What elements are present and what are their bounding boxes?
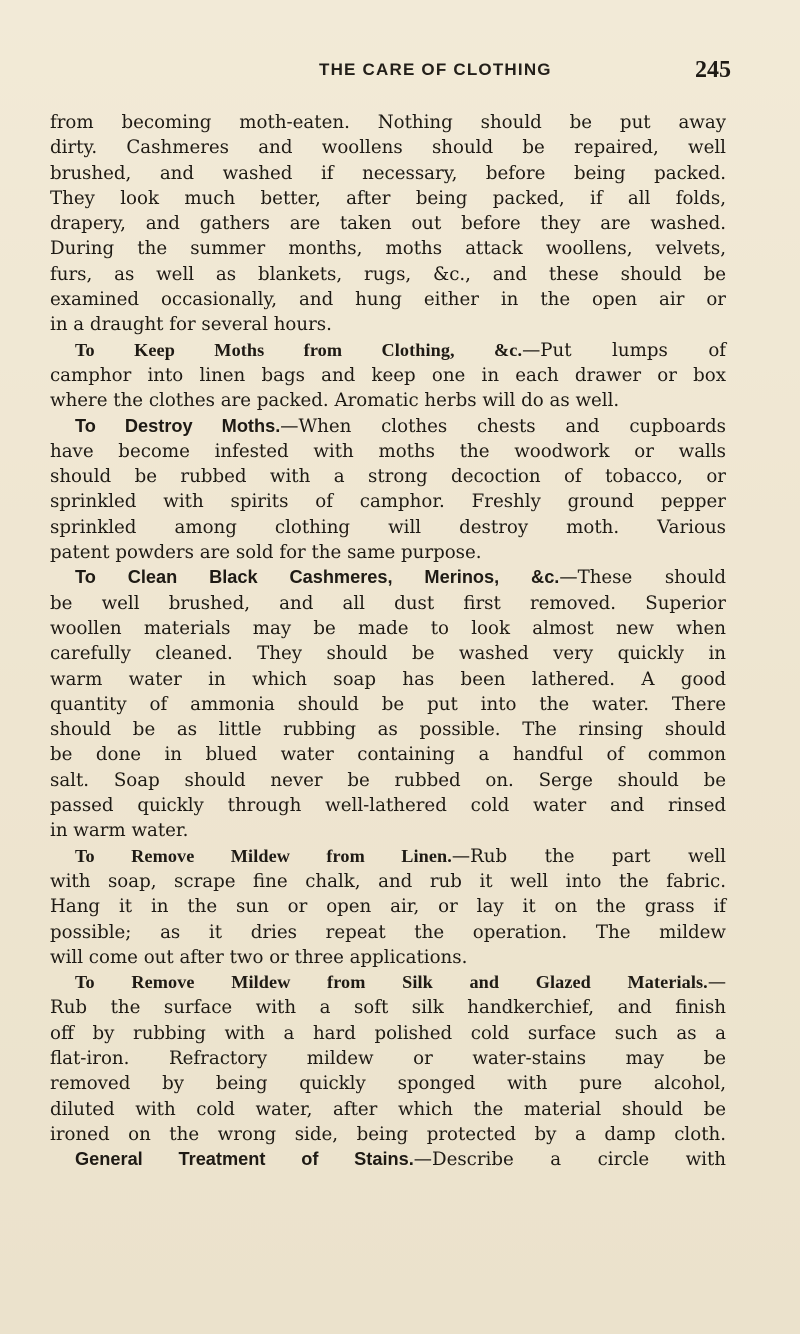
section-line (50, 844, 726, 869)
line-text: from becoming moth-eaten. Nothing should be put away (50, 112, 726, 133)
line-text: camphor into linen bags and keep one in each drawer or box (50, 364, 726, 386)
text-line (50, 439, 726, 464)
line-text: ironed on the wrong side, being protected by a damp cloth. (50, 1123, 726, 1145)
section-line (50, 565, 726, 590)
line-text: quantity of ammonia should be put into the water. There (50, 693, 726, 715)
body-text (50, 110, 726, 1172)
section-line (50, 338, 726, 363)
line-text: —Describe a circle with (413, 1149, 726, 1171)
line-text: furs, as well as blankets, rugs, &c., and these should be (50, 263, 726, 285)
text-line (50, 818, 726, 843)
line-text: dirty. Cashmeres and woollens should be repaired, well (50, 137, 726, 159)
line-text: should be as little rubbing as possible. The rinsing should (50, 719, 726, 741)
text-line (50, 667, 726, 692)
section-heading: To Keep Moths from Clothing, &c. (75, 339, 523, 360)
text-line (50, 464, 726, 489)
section-heading: To Clean Black Cashmeres, Merinos, &c. (75, 567, 560, 588)
line-text: diluted with cold water, after which the material should be (50, 1098, 726, 1120)
line-text: possible; as it dries repeat the operation. The mildew (50, 921, 726, 943)
line-text: examined occasionally, and hung either in the open air or (50, 289, 726, 311)
section-heading: To Remove Mildew from Silk and Glazed Materials. (75, 972, 708, 993)
line-text: —Rub the part well (451, 845, 726, 867)
running-head (0, 57, 800, 90)
text-line (50, 641, 726, 666)
running-title: THE CARE OF CLOTHING (319, 60, 552, 79)
text-line (50, 768, 726, 793)
text-line (50, 135, 726, 160)
line-text: be done in blued water containing a handful of common (50, 744, 726, 766)
text-line (50, 742, 726, 767)
text-line (50, 262, 726, 287)
line-text: Rub the surface with a soft silk handkerchief, and finish (50, 997, 726, 1019)
line-text: be well brushed, and all dust first removed. Superior (50, 592, 726, 614)
text-line (50, 1097, 726, 1122)
text-line (50, 388, 726, 413)
line-text: patent powders are sold for the same purpose. (50, 542, 482, 564)
section-line (50, 414, 726, 439)
line-text: brushed, and washed if necessary, before being packed. (50, 162, 726, 184)
line-text: passed quickly through well-lathered cold water and rinsed (50, 795, 726, 817)
line-text: where the clothes are packed. Aromatic herbs will do as well. (50, 390, 620, 412)
line-text: — (707, 972, 726, 994)
line-text: salt. Soap should never be rubbed on. Serge should be (50, 769, 726, 791)
line-text: They look much better, after being packed, if all folds, (50, 187, 726, 209)
text-line (50, 591, 726, 616)
page-number: 245 (695, 57, 731, 83)
line-text: warm water in which soap has been lathered. A good (50, 668, 726, 690)
text-line (50, 540, 726, 565)
line-text: carefully cleaned. They should be washed very quickly in (50, 643, 726, 665)
text-line (50, 1021, 726, 1046)
text-line (50, 489, 726, 514)
line-text: —When clothes chests and cupboards (280, 415, 726, 437)
line-text: in warm water. (50, 820, 189, 842)
text-line (50, 717, 726, 742)
text-line (50, 1071, 726, 1096)
section-line (50, 1147, 726, 1172)
text-line (50, 995, 726, 1020)
text-line (50, 211, 726, 236)
line-text: will come out after two or three applications. (50, 946, 468, 968)
line-text: Hang it in the sun or open air, or lay it on the grass if (50, 896, 726, 918)
text-line (50, 869, 726, 894)
text-line (50, 945, 726, 970)
text-line (50, 186, 726, 211)
text-line (50, 894, 726, 919)
line-text: flat-iron. Refractory mildew or water-stains may be (50, 1047, 726, 1069)
text-line (50, 1122, 726, 1147)
line-text: sprinkled with spirits of camphor. Freshly ground pepper (50, 491, 726, 513)
text-line (50, 692, 726, 717)
text-line (50, 1046, 726, 1071)
line-text: drapery, and gathers are taken out before they are washed. (50, 213, 726, 235)
line-text: During the summer months, moths attack woollens, velvets, (50, 238, 726, 260)
text-line (50, 312, 726, 337)
line-text: in a draught for several hours. (50, 314, 332, 336)
text-line (50, 616, 726, 641)
line-text: with soap, scrape fine chalk, and rub it well into the fabric. (50, 870, 726, 892)
text-line (50, 920, 726, 945)
line-text: woollen materials may be made to look almost new when (50, 617, 726, 639)
text-line (50, 110, 726, 135)
line-text: —Put lumps of (522, 339, 726, 361)
text-line (50, 287, 726, 312)
line-text: have become infested with moths the woodwork or walls (50, 440, 726, 462)
section-line (50, 970, 726, 995)
line-text: removed by being quickly sponged with pure alcohol, (50, 1073, 726, 1095)
line-text: should be rubbed with a strong decoction of tobacco, or (50, 466, 726, 488)
section-heading: To Remove Mildew from Linen. (75, 845, 452, 866)
text-line (50, 515, 726, 540)
text-line (50, 236, 726, 261)
text-line (50, 363, 726, 388)
text-line (50, 161, 726, 186)
text-line (50, 793, 726, 818)
section-heading: To Destroy Moths. (75, 415, 281, 436)
line-text: sprinkled among clothing will destroy moth. Various (50, 516, 726, 538)
line-text: off by rubbing with a hard polished cold surface such as a (50, 1022, 726, 1044)
section-heading: General Treatment of Stains. (75, 1149, 414, 1170)
line-text: —These should (559, 567, 727, 589)
